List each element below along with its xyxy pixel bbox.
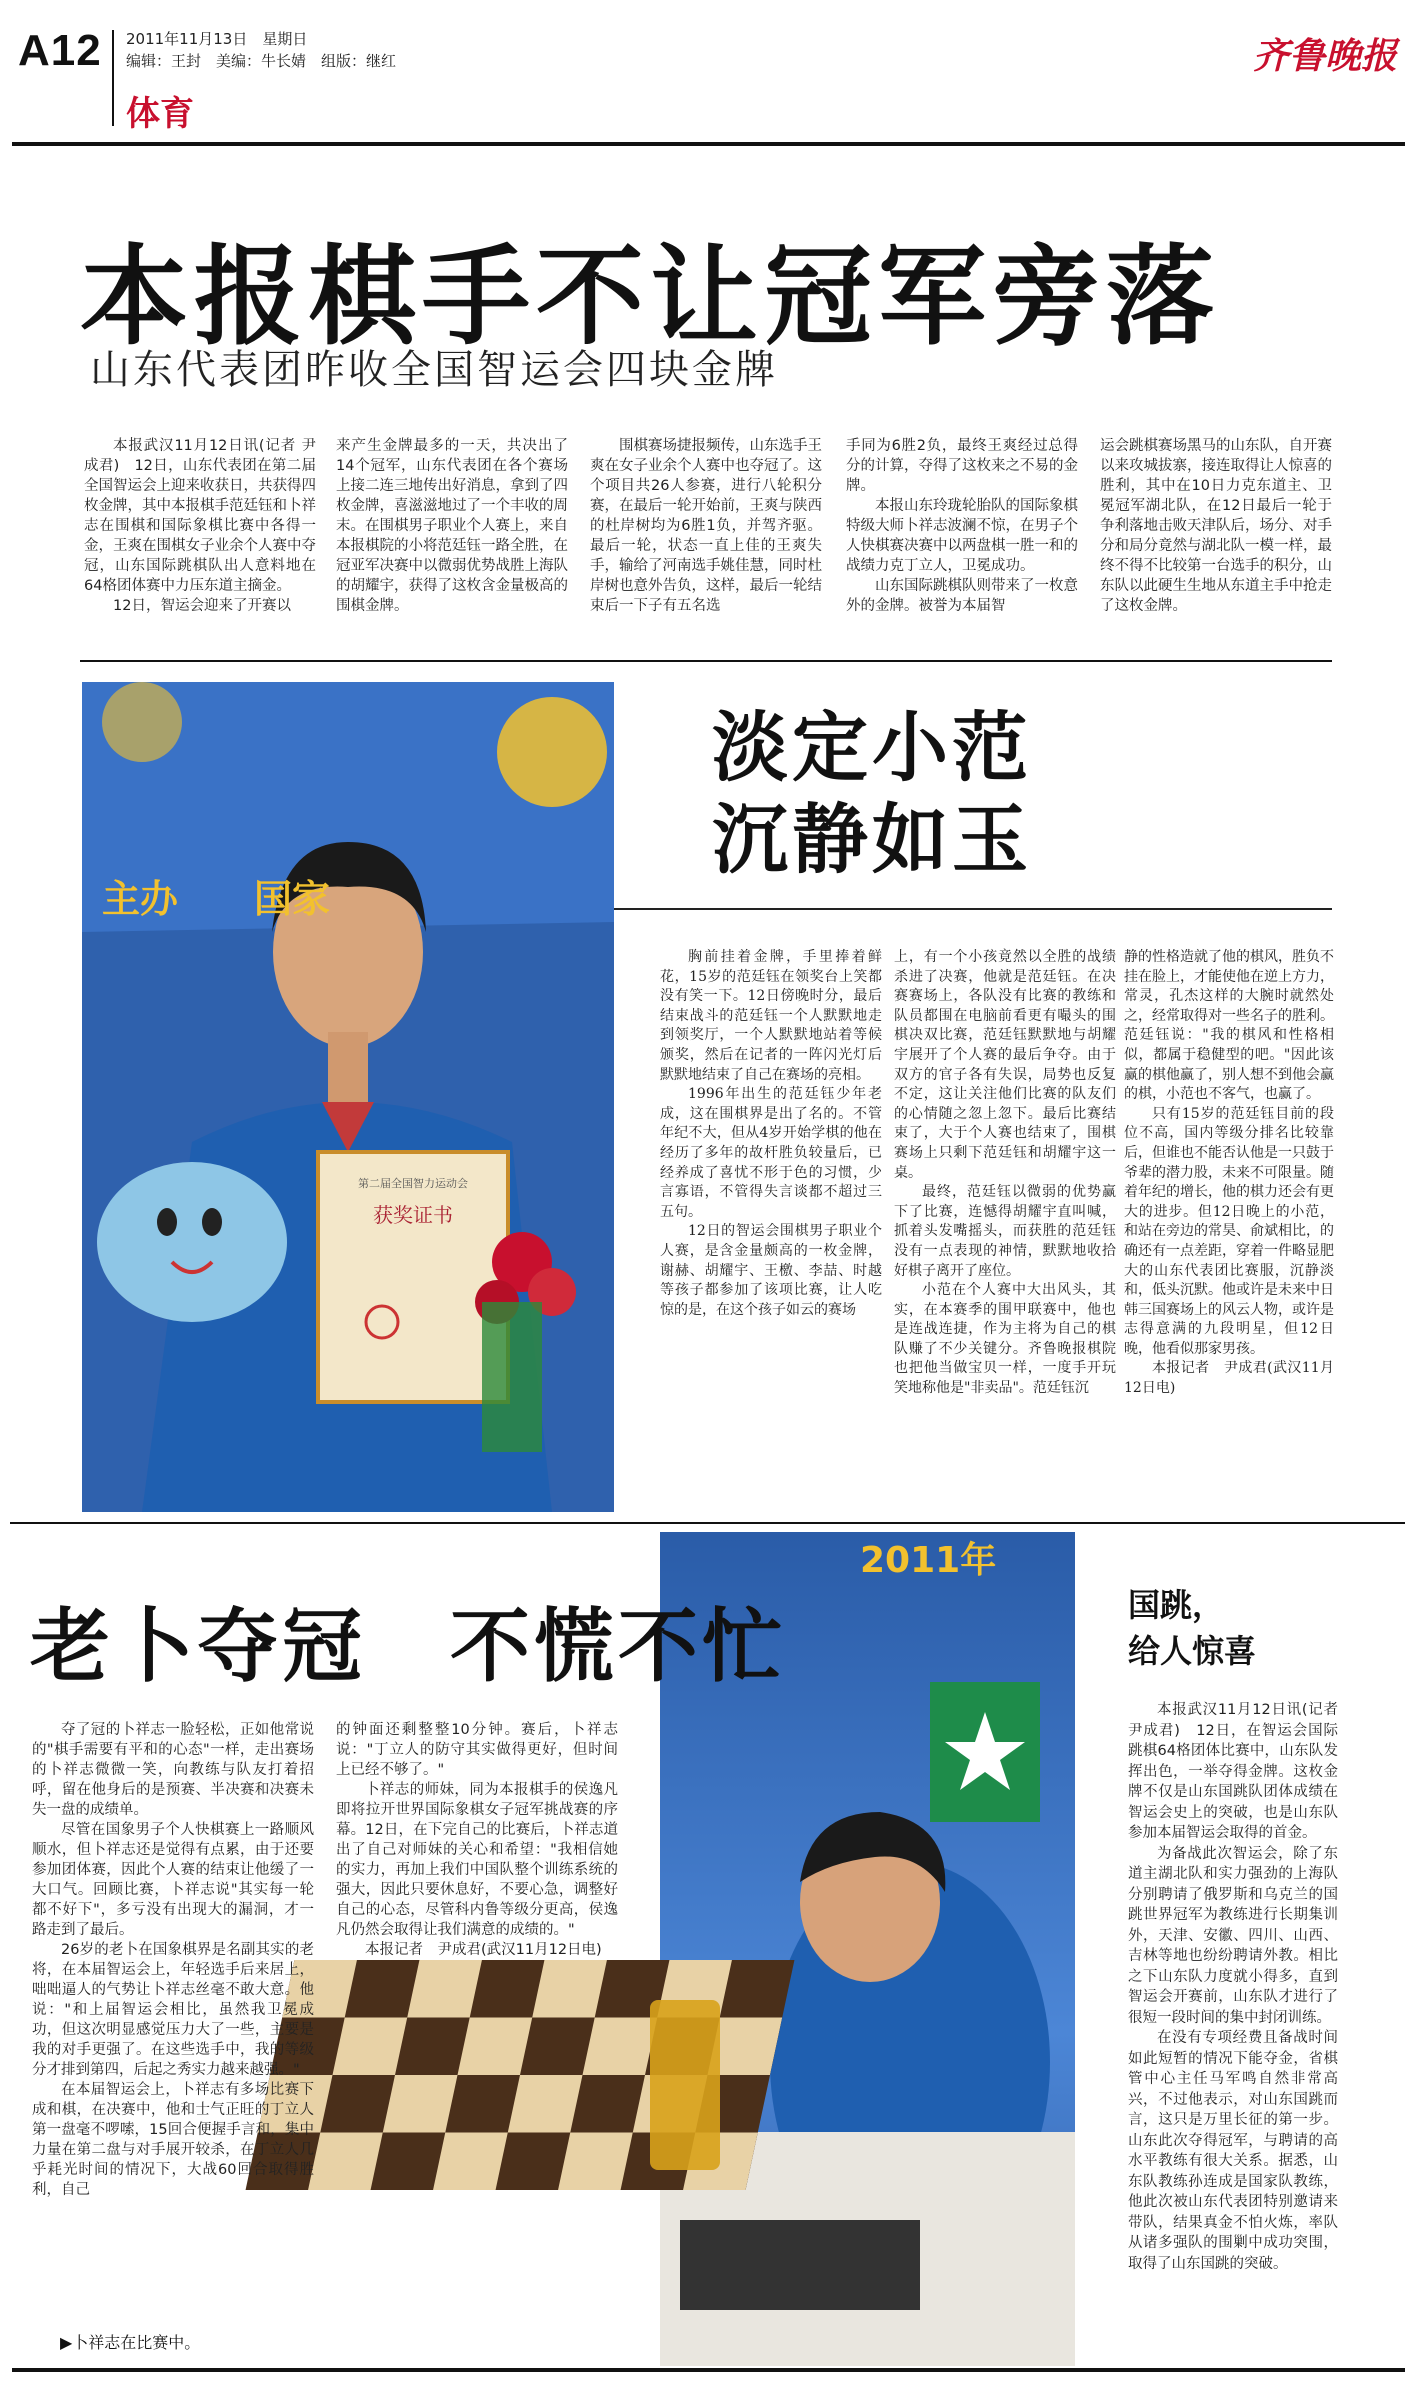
paragraph: 在本届智运会上，卜祥志有多场比赛下成和棋，在决赛中，他和士气正旺的丁立人第一盘毫不啰嗦，15回合便握手言和，集中力量在第二盘与对手展开较杀，在丁立人几乎耗光时间的情况下，大战60回合取得胜利，自己	[32, 2082, 314, 2198]
paragraph: 1996年出生的范廷钰少年老成，这在围棋界是出了名的。不管年纪不大，但从4岁开始学棋的他在经历了多年的故杆胜负较量后，已经养成了喜忧不形于色的习惯，少言寡语，不管得失言谈都不超过三五句。	[660, 1086, 882, 1220]
paragraph: 来产生金牌最多的一天，共决出了14个冠军，山东代表团在各个赛场上接二连三地传出好消息，拿到了四枚金牌，喜滋滋地过了一个丰收的周末。在围棋男子职业个人赛上，来自本报棋院的小将范廷钰一路全胜，在冠亚军决赛中以微弱优势战胜上海队的胡耀宇，获得了这枚含金量极高的围棋金牌。	[336, 438, 568, 614]
story2-column-2	[336, 1720, 618, 1960]
paragraph: 运会跳棋赛场黑马的山东队，自开赛以来攻城拔寨，接连取得让人惊喜的胜利，其中在10日力克东道主、卫冕冠军湖北队，在12日最后一轮于争利落地击败天津队后，场分、对手分和局分竟然与湖北队一模一样，最终不得不比较第一台选手的积分，山东队以此硬生生地从东道主手中抢走了这枚金牌。	[1100, 438, 1332, 614]
certificate-org: 第二届全国智力运动会	[358, 1177, 468, 1190]
story1-column-1	[660, 948, 882, 1320]
paragraph: 上，有一个小孩竟然以全胜的战绩杀进了决赛，他就是范廷钰。在决赛赛场上，各队没有比赛的教练和队员都围在电脑前看更有嘬头的围棋决双比赛，范廷钰默默地与胡耀宇展开了个人赛的最后争夺。由于双方的官子各有失误，局势也反复不定，这让关注他们比赛的队友们的心情随之忽上忽下。最后比赛结束了，大于个人赛也结束了，围棋赛场上只剩下范廷钰和胡耀宇这一桌。	[894, 949, 1116, 1181]
story1-title	[712, 702, 1032, 886]
paragraph: 在没有专项经费且备战时间如此短暂的情况下能夺金，省棋管中心主任马军鸣自然非常高兴，不过他表示，对山东国跳而言，这只是万里长征的第一步。山东此次夺得冠军，与聘请的高水平教练有很大关系。据悉，山东队教练孙连成是国家队教练，他此次被山东代表团特别邀请来带队，结果真金不怕火炼，率队从诸多强队的围剿中成功突围，取得了山东国跳的突破。	[1128, 2030, 1338, 2272]
story1-title-line2: 沉静如玉	[712, 795, 1032, 884]
story1-column-3	[1124, 948, 1334, 1399]
story3-title-line1: 国跳，	[1128, 1586, 1225, 1624]
story3-title	[1128, 1582, 1256, 1674]
lead-headline: 本报棋手不让冠军旁落	[80, 235, 1221, 360]
paragraph: 山东国际跳棋队则带来了一枚意外的金牌。被誉为本届智	[846, 578, 1078, 614]
paragraph: 12日的智运会围棋男子职业个人赛，是含金量颇高的一枚金牌，谢赫、胡耀宇、王檄、李喆、时越等孩子都参加了该项比赛，让人吃惊的是，在这个孩子如云的赛场	[660, 1223, 882, 1318]
paragraph: 尽管在国象男子个人快棋赛上一路顺风顺水，但卜祥志还是觉得有点累，由于还要参加团体赛，因此个人赛的结束让他缓了一大口气。回顾比赛，卜祥志说"其实每一轮都不好下"，多亏没有出现大的漏洞，才一路走到了最后。	[32, 1822, 314, 1938]
paragraph: 手同为6胜2负，最终王爽经过总得分的计算，夺得了这枚来之不易的金牌。	[846, 438, 1078, 494]
paragraph: 胸前挂着金牌，手里捧着鲜花，15岁的范廷钰在领奖台上笑都没有笑一下。12日傍晚时分，最后结束战斗的范廷钰一个人默默地走到领奖厅，一个人默默地站着等候颁奖，然后在记者的一阵闪光灯后默默地结束了自己在赛场的亮相。	[660, 949, 882, 1083]
lead-column-3	[590, 436, 822, 616]
page-number: A12	[18, 26, 102, 75]
story1-title-line1: 淡定小范	[712, 703, 1032, 792]
water-bottle	[650, 2000, 720, 2170]
paragraph: 本报山东玲珑轮胎队的国际象棋特级大师卜祥志波澜不惊，在男子个人快棋赛决赛中以两盘棋一胜一和的战绩力克丁立人，卫冕成功。	[846, 498, 1078, 574]
newspaper-logo: 齐鲁晚报	[1252, 35, 1397, 77]
photo-illustration	[82, 682, 614, 1512]
story2-column-1	[32, 1720, 314, 2200]
byline: 本报记者 尹成君(武汉11月12日电)	[1124, 1360, 1334, 1397]
lead-column-4	[846, 436, 1078, 616]
bottom-rule	[12, 2368, 1405, 2372]
paragraph: 静的性格造就了他的棋风，胜负不挂在脸上，才能使他在逆上方力，常灵，孔杰这样的大腕时就然处之，经常取得对一些名子的胜利。范廷钰说："我的棋风和性格相似，都属于稳健型的吧。"因此该赢的棋他赢了，别人想不到他会赢的棋，小范也不客气，也赢了。	[1124, 949, 1334, 1103]
paragraph: 夺了冠的卜祥志一脸轻松，正如他常说的"棋手需要有平和的心态"一样，走出赛场的卜祥志微微一笑，向教练与队友打着招呼，留在他身后的是预赛、半决赛和决赛未失一盘的成绩单。	[32, 1722, 314, 1818]
chess-clock	[680, 2220, 920, 2310]
photo-fan-tingyu	[82, 682, 614, 1512]
paragraph: 围棋赛场捷报频传，山东选手王爽在女子业余个人赛中也夺冠了。这个项目共26人参赛，进行八轮积分赛，在最后一轮开始前，王爽与陕西的杜岸树均为6胜1负，并驾齐驱。最后一轮，状态一直上佳的王爽失手，输给了河南选手姚佳慧，同时杜岸树也意外告负，这样，最后一轮结束后一下子有五名选	[590, 438, 822, 614]
lead-subhead: 山东代表团昨收全国智运会四块金牌	[90, 347, 778, 393]
paragraph: 本报武汉11月12日讯(记者 尹成君) 12日，在智运会国际跳棋64格团体比赛中，山东队发挥出色，一举夺得金牌。这枚金牌不仅是山东国跳队团体成绩在智运会史上的突破，也是山东队参加本届智运会取得的首金。	[1128, 1702, 1353, 1841]
byline: 本报记者 尹成君(武汉11月12日电)	[365, 1942, 602, 1958]
section-rule-2	[10, 1522, 1405, 1524]
header-divider	[112, 30, 114, 126]
paragraph: 12日，智运会迎来了开赛以	[113, 598, 291, 614]
story1-rule	[614, 908, 1332, 910]
paragraph: 只有15岁的范廷钰目前的段位不高，国内等级分排名比较靠后，但谁也不能否认他是一只鼓于爷辈的潜力股，未来不可限量。随着年纪的增长，他的棋力还会有更大的进步。但12日晚上的小范，和站在旁边的常昊、俞斌相比，的确还有一点差距，穿着一件略显肥大的山东代表团比赛服，沉静淡和，低头沉默。他或许是未来中日韩三国赛场上的风云人物，或许是志得意满的九段明星，但12日晚，他看似那家男孩。	[1124, 1105, 1334, 1357]
photo-banner-text: 主办 国家	[102, 877, 331, 921]
top-rule	[12, 142, 1405, 146]
story3-title-line2: 给人惊喜	[1128, 1632, 1257, 1670]
story1-column-2	[894, 948, 1116, 1399]
section-rule	[80, 660, 1332, 662]
story3-column	[1128, 1700, 1353, 2274]
certificate-title: 获奖证书	[373, 1203, 453, 1227]
paragraph: 本报武汉11月12日讯(记者 尹成君) 12日，山东代表团在第二届全国智运会上迎来收获日，共获得四枚金牌，其中本报棋手范廷钰和卜祥志在围棋和国际象棋比赛中各得一金，王爽在围棋女子业余个人赛中夺冠，山东国际跳棋队出人意料地在64格团体赛中力压东道主摘金。	[84, 438, 316, 594]
lead-column-5	[1100, 436, 1332, 616]
paragraph: 的钟面还剩整整10分钟。赛后，卜祥志说："丁立人的防守其实做得更好，但时间上已经不够了。"	[336, 1722, 618, 1778]
lead-column-1	[84, 436, 316, 616]
photo-caption: ▶卜祥志在比赛中。	[60, 2333, 201, 2352]
paragraph: 小范在个人赛中大出风头，其实，在本赛季的围甲联赛中，他也是连战连捷，作为主将为自己的棋队赚了不少关键分。齐鲁晚报棋院也把他当做宝贝一样，一度手开玩笑地称他是"非卖品"。范廷钰沉	[894, 1282, 1116, 1397]
paragraph: 最终，范廷钰以微弱的优势赢下了比赛，连憾得胡耀宇直叫喊，抓着头发嘴摇头，而获胜的范廷钰没有一点表现的神情，默默地收拾好棋子离开了座位。	[894, 1184, 1116, 1279]
story2-title: 老卜夺冠 不慌不忙	[30, 1600, 786, 1693]
paragraph: 26岁的老卜在国象棋界是名副其实的老将，在本届智运会上，年轻选手后来居上，咄咄逼人的气势让卜祥志丝毫不敢大意。他说："和上届智运会相比，虽然我卫冕成功，但这次明显感觉压力大了一些，主要是我的对手更强了。在这些选手中，我的等级分才排到第四，后起之秀实力越来越强。"	[32, 1942, 314, 2078]
lead-column-2	[336, 436, 568, 616]
section-label: 体育	[126, 94, 194, 134]
paragraph: 为备战此次智运会，除了东道主湖北队和实力强劲的上海队分别聘请了俄罗斯和乌克兰的国跳世界冠军为教练进行长期集训外，天津、安徽、四川、山西、吉林等地也纷纷聘请外教。相比之下山东队力度就小得多，直到智运会开赛前，山东队才进行了很短一段时间的集中封闭训练。	[1128, 1845, 1338, 2026]
date-line: 2011年11月13日 星期日	[126, 30, 308, 48]
photo-banner-year: 2011年	[860, 1540, 997, 1581]
editors-line: 编辑：王封 美编：牛长婧 组版：继红	[126, 52, 397, 70]
paragraph: 卜祥志的师妹，同为本报棋手的侯逸凡即将拉开世界国际象棋女子冠军挑战赛的序幕。12日，在下完自己的比赛后，卜祥志道出了自己对师妹的关心和希望："我相信她的实力，再加上我们中国队整个训练系统的强大，因此只要休息好，不要心急，调整好自己的心态，尽管科内鲁等级分更高，侯逸凡仍然会取得让我们满意的成绩的。"	[336, 1782, 618, 1938]
